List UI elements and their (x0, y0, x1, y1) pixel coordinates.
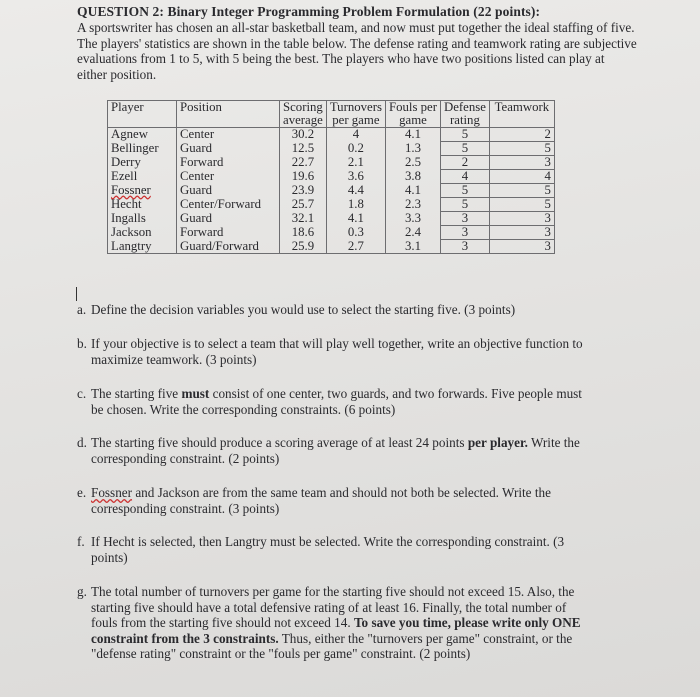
cell-teamwork: 3 (489, 226, 554, 240)
cell-teamwork: 5 (489, 184, 554, 198)
cell-defense: 5 (440, 184, 489, 198)
cell-turnovers: 1.8 (326, 198, 385, 212)
cell-position: Guard (177, 142, 280, 156)
table-body (108, 128, 555, 254)
cell-defense: 4 (440, 170, 489, 184)
table-row (108, 226, 555, 240)
cell-player: Derry (108, 156, 177, 170)
cell-scoring: 23.9 (280, 184, 327, 198)
cell-scoring: 25.7 (280, 198, 327, 212)
cell-player: Agnew (108, 128, 177, 142)
header-turnovers: Turnovers per game (326, 101, 385, 128)
cell-scoring: 12.5 (280, 142, 327, 156)
player-stats-table (107, 100, 555, 254)
question-b: b. If your objective is to select a team that will play well together, write an objective function to maximize teamwork. (3 points) (77, 336, 583, 367)
cell-turnovers: 2.1 (326, 156, 385, 170)
cell-position: Guard (177, 212, 280, 226)
cell-scoring: 22.7 (280, 156, 327, 170)
cell-defense: 3 (440, 212, 489, 226)
cell-fouls: 2.4 (385, 226, 440, 240)
cell-player: Langtry (108, 240, 177, 254)
cell-defense: 2 (440, 156, 489, 170)
table-row (108, 198, 555, 212)
table-row (108, 156, 555, 170)
cell-scoring: 25.9 (280, 240, 327, 254)
question-g: g. The total number of turnovers per game for the starting five should not exceed 15. Also, the starting five should have a total defensive rating of at least 16. Finally, the total number of fouls from the starting five should not exceed 14. To save you time, please write only ONE constraint from the 3 constraints. Thus, either the "turnovers per game" constraint, or the "defense rating" constraint or the "fouls per game" constraint. (2 points) (77, 584, 581, 661)
cell-position: Center/Forward (177, 198, 280, 212)
question-title: QUESTION 2: Binary Integer Programming Problem Formulation (22 points): (77, 4, 541, 19)
misspelled-name: Fossner (111, 182, 151, 197)
cell-teamwork: 3 (489, 156, 554, 170)
cell-fouls: 3.8 (385, 170, 440, 184)
cell-turnovers: 4.1 (326, 212, 385, 226)
cell-teamwork: 3 (489, 240, 554, 254)
cell-turnovers: 3.6 (326, 170, 385, 184)
cell-scoring: 32.1 (280, 212, 327, 226)
cell-position: Forward (177, 156, 280, 170)
table-row (108, 170, 555, 184)
cell-fouls: 4.1 (385, 184, 440, 198)
cell-defense: 3 (440, 240, 489, 254)
header-position: Position (177, 101, 280, 128)
cell-position: Center (177, 128, 280, 142)
cell-player: Bellinger (108, 142, 177, 156)
cell-fouls: 2.3 (385, 198, 440, 212)
cell-turnovers: 4.4 (326, 184, 385, 198)
cell-teamwork: 4 (489, 170, 554, 184)
cell-turnovers: 2.7 (326, 240, 385, 254)
cell-teamwork: 5 (489, 198, 554, 212)
table-row (108, 142, 555, 156)
cell-position: Forward (177, 226, 280, 240)
table-header-row (108, 101, 555, 128)
cell-fouls: 2.5 (385, 156, 440, 170)
cell-player: Hecht (108, 198, 177, 212)
question-c: c. The starting five must consist of one center, two guards, and two forwards. Five people must be chosen. Write the corresponding constraints. (6 points) (77, 386, 582, 417)
question-f: f. If Hecht is selected, then Langtry must be selected. Write the corresponding constraint. (3 points) (77, 534, 565, 565)
cell-position: Guard/Forward (177, 240, 280, 254)
question-d: d. The starting five should produce a scoring average of at least 24 points per player. Write the corresponding constraint. (2 points) (77, 435, 580, 466)
cell-defense: 5 (440, 128, 489, 142)
cell-turnovers: 0.2 (326, 142, 385, 156)
cell-player: Jackson (108, 226, 177, 240)
cell-teamwork: 2 (489, 128, 554, 142)
header-fouls: Fouls per game (385, 101, 440, 128)
table-row (108, 240, 555, 254)
cell-defense: 5 (440, 142, 489, 156)
cell-player (108, 184, 177, 198)
header-teamwork: Teamwork (489, 101, 554, 128)
cell-fouls: 1.3 (385, 142, 440, 156)
cell-defense: 5 (440, 198, 489, 212)
question-e: e. Fossner and Jackson are from the same team and should not both be selected. Write the corresponding constraint. (3 points) (77, 485, 551, 516)
cell-turnovers: 0.3 (326, 226, 385, 240)
intro-paragraph: A sportswriter has chosen an all-star basketball team, and now must put together the ideal staffing of five. The players' statistics are shown in the table below. The defense rating and teamwork rating are subjective evaluations from 1 to 5, with 5 being the best. The players who have two positions listed can play at either position. (77, 20, 637, 82)
cell-fouls: 3.3 (385, 212, 440, 226)
cell-teamwork: 5 (489, 142, 554, 156)
table-row (108, 128, 555, 142)
cell-scoring: 19.6 (280, 170, 327, 184)
cell-position: Guard (177, 184, 280, 198)
table-row (108, 184, 555, 198)
cell-scoring: 30.2 (280, 128, 327, 142)
cell-fouls: 4.1 (385, 128, 440, 142)
table-row (108, 212, 555, 226)
header-scoring: Scoring average (280, 101, 327, 128)
text-cursor (76, 287, 77, 301)
cell-player: Ezell (108, 170, 177, 184)
cell-player: Ingalls (108, 212, 177, 226)
cell-scoring: 18.6 (280, 226, 327, 240)
header-defense: Defense rating (440, 101, 489, 128)
cell-defense: 3 (440, 226, 489, 240)
question-a: a. Define the decision variables you would use to select the starting five. (3 points) (77, 302, 516, 317)
cell-teamwork: 3 (489, 212, 554, 226)
cell-fouls: 3.1 (385, 240, 440, 254)
cell-position: Center (177, 170, 280, 184)
cell-turnovers: 4 (326, 128, 385, 142)
header-player: Player (108, 101, 177, 128)
